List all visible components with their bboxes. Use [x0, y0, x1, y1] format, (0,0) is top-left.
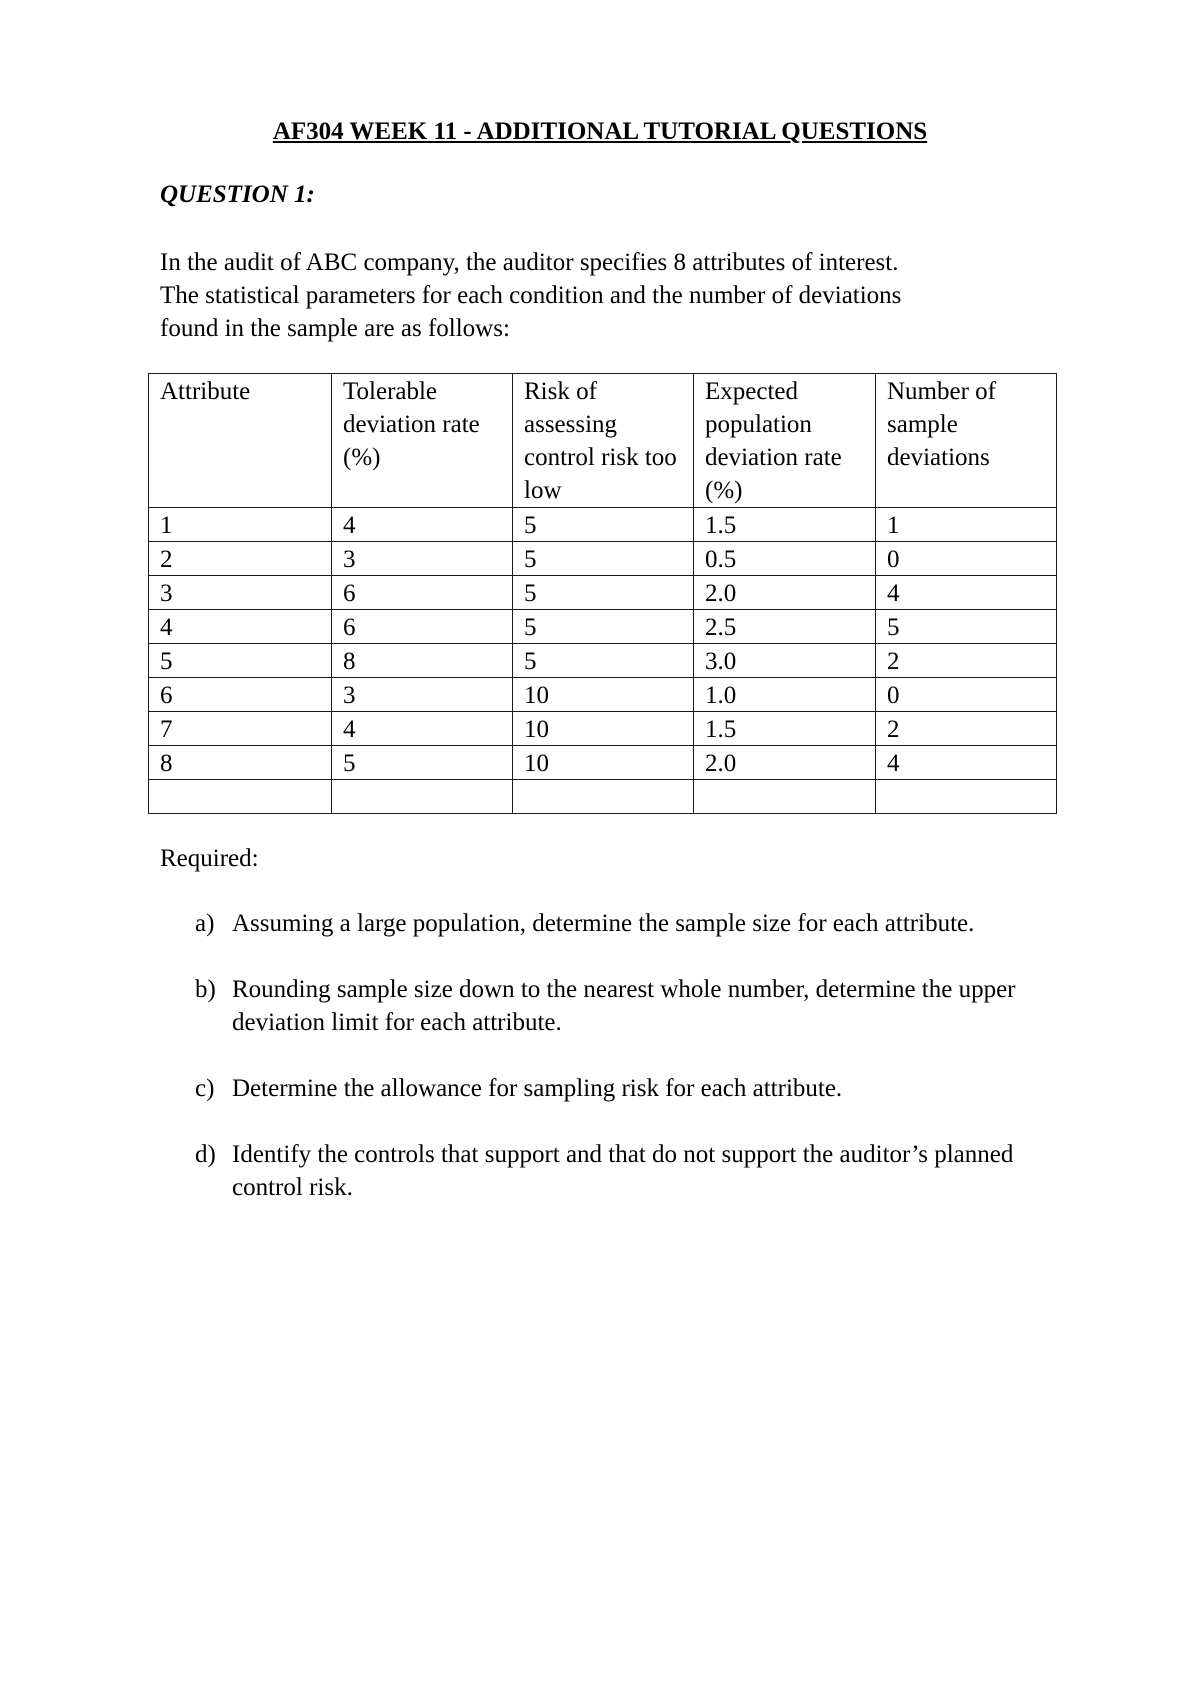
cell-risk: 5: [513, 508, 694, 542]
header-number-sample-deviations: Number of sample deviations: [876, 374, 1057, 508]
intro-paragraph: [160, 246, 1040, 345]
cell-expected-rate: 2.0: [694, 576, 876, 610]
header-expected-population-deviation-rate: Expected population deviation rate (%): [694, 374, 876, 508]
cell-deviations: 0: [876, 542, 1057, 576]
requirement-item: [160, 973, 1060, 1039]
header-attribute: Attribute: [149, 374, 332, 508]
question-heading: QUESTION 1:: [160, 181, 315, 208]
table-row-empty: [149, 780, 1057, 814]
cell-attribute: 7: [149, 712, 332, 746]
cell-risk: 10: [513, 712, 694, 746]
table-row: [149, 508, 1057, 542]
requirements-list: [160, 907, 1060, 1237]
intro-line: In the audit of ABC company, the auditor specifies 8 attributes of interest.: [160, 249, 899, 276]
requirement-marker: c): [195, 1075, 215, 1102]
requirement-item: [160, 1072, 1060, 1105]
cell-tolerable-rate: 8: [332, 644, 513, 678]
cell-deviations: 4: [876, 576, 1057, 610]
required-label: Required:: [160, 845, 259, 872]
cell-attribute: 2: [149, 542, 332, 576]
cell-deviations: 1: [876, 508, 1057, 542]
table-row: [149, 746, 1057, 780]
intro-line: The statistical parameters for each condition and the number of deviations: [160, 282, 902, 309]
table-row: [149, 712, 1057, 746]
cell-deviations: 2: [876, 644, 1057, 678]
requirement-marker: d): [195, 1141, 216, 1168]
header-tolerable-deviation-rate: Tolerable deviation rate (%): [332, 374, 513, 508]
cell-tolerable-rate: 3: [332, 678, 513, 712]
cell-attribute: 6: [149, 678, 332, 712]
cell-deviations: 5: [876, 610, 1057, 644]
table-row: [149, 542, 1057, 576]
cell-expected-rate: 3.0: [694, 644, 876, 678]
cell-tolerable-rate: 4: [332, 712, 513, 746]
cell-attribute: 5: [149, 644, 332, 678]
cell-attribute: 4: [149, 610, 332, 644]
cell-empty: [149, 780, 332, 814]
requirement-marker: b): [195, 976, 216, 1003]
header-risk-assessing-control-risk: Risk of assessing control risk too low: [513, 374, 694, 508]
cell-expected-rate: 0.5: [694, 542, 876, 576]
table-row: [149, 576, 1057, 610]
requirement-item: [160, 1138, 1060, 1204]
cell-expected-rate: 2.0: [694, 746, 876, 780]
cell-tolerable-rate: 6: [332, 576, 513, 610]
cell-attribute: 1: [149, 508, 332, 542]
cell-tolerable-rate: 3: [332, 542, 513, 576]
cell-tolerable-rate: 6: [332, 610, 513, 644]
cell-expected-rate: 2.5: [694, 610, 876, 644]
cell-risk: 5: [513, 644, 694, 678]
table-row: [149, 610, 1057, 644]
cell-empty: [332, 780, 513, 814]
cell-risk: 5: [513, 610, 694, 644]
requirement-text: Identify the controls that support and that do not support the auditor’s planned control risk.: [232, 1141, 1014, 1201]
cell-risk: 10: [513, 746, 694, 780]
table-row: [149, 678, 1057, 712]
requirement-text: Determine the allowance for sampling risk for each attribute.: [232, 1075, 843, 1102]
cell-tolerable-rate: 4: [332, 508, 513, 542]
cell-empty: [694, 780, 876, 814]
cell-risk: 5: [513, 542, 694, 576]
cell-empty: [513, 780, 694, 814]
page-title: AF304 WEEK 11 - ADDITIONAL TUTORIAL QUESTIONS: [272, 118, 928, 145]
cell-deviations: 2: [876, 712, 1057, 746]
table-header-row: [149, 374, 1057, 508]
cell-deviations: 0: [876, 678, 1057, 712]
attributes-table: [148, 373, 1057, 814]
cell-risk: 5: [513, 576, 694, 610]
table-row: [149, 644, 1057, 678]
requirement-text: Assuming a large population, determine the sample size for each attribute.: [232, 910, 975, 937]
requirement-marker: a): [195, 910, 215, 937]
requirement-text: Rounding sample size down to the nearest whole number, determine the upper deviation limit for each attribute.: [232, 976, 1016, 1036]
requirement-item: [160, 907, 1060, 940]
cell-attribute: 8: [149, 746, 332, 780]
cell-attribute: 3: [149, 576, 332, 610]
cell-empty: [876, 780, 1057, 814]
intro-line: found in the sample are as follows:: [160, 315, 510, 342]
cell-deviations: 4: [876, 746, 1057, 780]
cell-risk: 10: [513, 678, 694, 712]
cell-expected-rate: 1.5: [694, 508, 876, 542]
cell-expected-rate: 1.5: [694, 712, 876, 746]
cell-tolerable-rate: 5: [332, 746, 513, 780]
cell-expected-rate: 1.0: [694, 678, 876, 712]
